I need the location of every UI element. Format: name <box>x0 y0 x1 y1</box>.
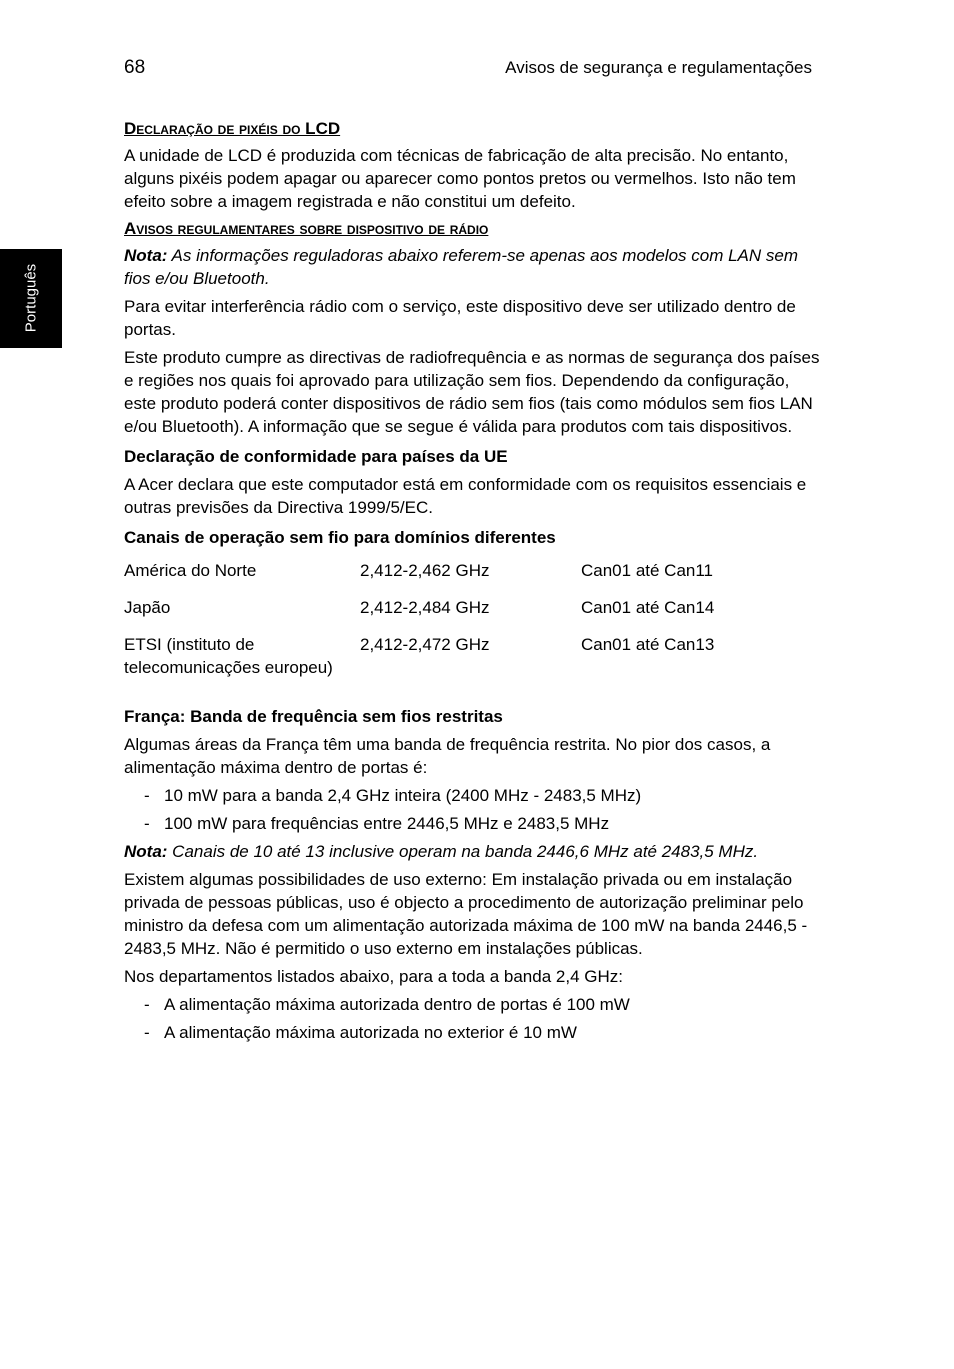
table-cell-region: ETSI (instituto de telecomunicações europeu) <box>124 635 333 677</box>
table-cell-band: 2,412-2,462 GHz <box>360 561 490 580</box>
france-note-label: Nota: <box>124 842 168 861</box>
channels-section-heading: Canais de operação sem fio para domínios diferentes <box>124 528 556 547</box>
france-power-list <box>124 784 824 835</box>
radio-note <box>124 244 824 290</box>
table-cell-channels: Can01 até Can14 <box>581 598 715 617</box>
language-tab-label: Português <box>22 263 40 333</box>
table-cell-channels: Can01 até Can11 <box>581 561 714 580</box>
dash-bullet-icon: - <box>144 1023 150 1042</box>
table-cell-band: 2,412-2,472 GHz <box>360 635 490 654</box>
table-cell-band: 2,412-2,484 GHz <box>360 598 490 617</box>
dash-bullet-icon: - <box>144 814 150 833</box>
list-item <box>124 812 824 835</box>
dash-bullet-icon: - <box>144 786 150 805</box>
table-cell-region: Japão <box>124 598 171 617</box>
language-tab <box>0 249 62 348</box>
table-row <box>124 559 714 596</box>
running-header: Avisos de segurança e regulamentações <box>505 58 812 77</box>
france-departments-intro: Nos departamentos listados abaixo, para a toda a banda 2,4 GHz: <box>124 967 623 986</box>
france-external-use: Existem algumas possibilidades de uso externo: Em instalação privada ou em instalação privada de pessoas públicas, uso é objecto a procedimento de autorização preliminar pelo ministro da defesa com um alimentação autorizada máxima de 100 mW na banda 2446,5 - 2483,5 MHz. Não é permitido o uso externo em instalações públicas. <box>124 870 808 958</box>
lcd-section-heading: Declaração de pixéis do LCD <box>124 119 341 138</box>
table-cell-channels: Can01 até Can13 <box>581 635 715 654</box>
eu-section-heading: Declaração de conformidade para países da UE <box>124 447 508 466</box>
france-departments-list <box>124 993 824 1044</box>
page-number: 68 <box>124 57 146 78</box>
france-section-heading: França: Banda de frequência sem fios restritas <box>124 707 503 726</box>
dash-bullet-icon: - <box>144 995 150 1014</box>
list-item-text: A alimentação máxima autorizada no exterior é 10 mW <box>164 1023 577 1042</box>
channels-table <box>124 559 714 693</box>
france-intro: Algumas áreas da França têm uma banda de frequência restrita. No pior dos casos, a alimentação máxima dentro de portas é: <box>124 735 771 777</box>
radio-para-1: Para evitar interferência rádio com o serviço, este dispositivo deve ser utilizado dentro de portas. <box>124 297 796 339</box>
list-item-text: 100 mW para frequências entre 2446,5 MHz e 2483,5 MHz <box>164 814 610 833</box>
list-item <box>124 1021 824 1044</box>
table-cell-region: América do Norte <box>124 561 257 580</box>
radio-note-label: Nota: <box>124 246 168 265</box>
table-row <box>124 596 714 633</box>
list-item <box>124 993 824 1016</box>
page-content <box>124 118 824 1049</box>
radio-section-heading: Avisos regulamentares sobre dispositivo de rádio <box>124 219 489 238</box>
table-row <box>124 633 714 693</box>
list-item-text: A alimentação máxima autorizada dentro de portas é 100 mW <box>164 995 630 1014</box>
radio-para-2: Este produto cumpre as directivas de radiofrequência e as normas de segurança dos países e regiões nos quais foi aprovado para utilização sem fios. Dependendo da configuração, este produto poderá conter dispositivos de rádio sem fios (tais como módulos sem fios LAN e/ou Bluetooth). A informação que se segue é válida para produtos com tais dispositivos. <box>124 348 820 436</box>
list-item-text: 10 mW para a banda 2,4 GHz inteira (2400 MHz - 2483,5 MHz) <box>164 786 642 805</box>
lcd-section-body: A unidade de LCD é produzida com técnicas de fabricação de alta precisão. No entanto, alguns pixéis podem apagar ou aparecer como pontos pretos ou vermelhos. Isto não tem efeito sobre a imagem registrada e não constitui um defeito. <box>124 146 796 211</box>
france-note <box>124 840 824 863</box>
france-note-text: Canais de 10 até 13 inclusive operam na banda 2446,6 MHz até 2483,5 MHz. <box>167 842 759 861</box>
eu-section-body: A Acer declara que este computador está em conformidade com os requisitos essenciais e outras previsões da Directiva 1999/5/EC. <box>124 475 807 517</box>
list-item <box>124 784 824 807</box>
radio-note-text: As informações reguladoras abaixo referem-se apenas aos modelos com LAN sem fios e/ou Bluetooth. <box>124 246 799 288</box>
